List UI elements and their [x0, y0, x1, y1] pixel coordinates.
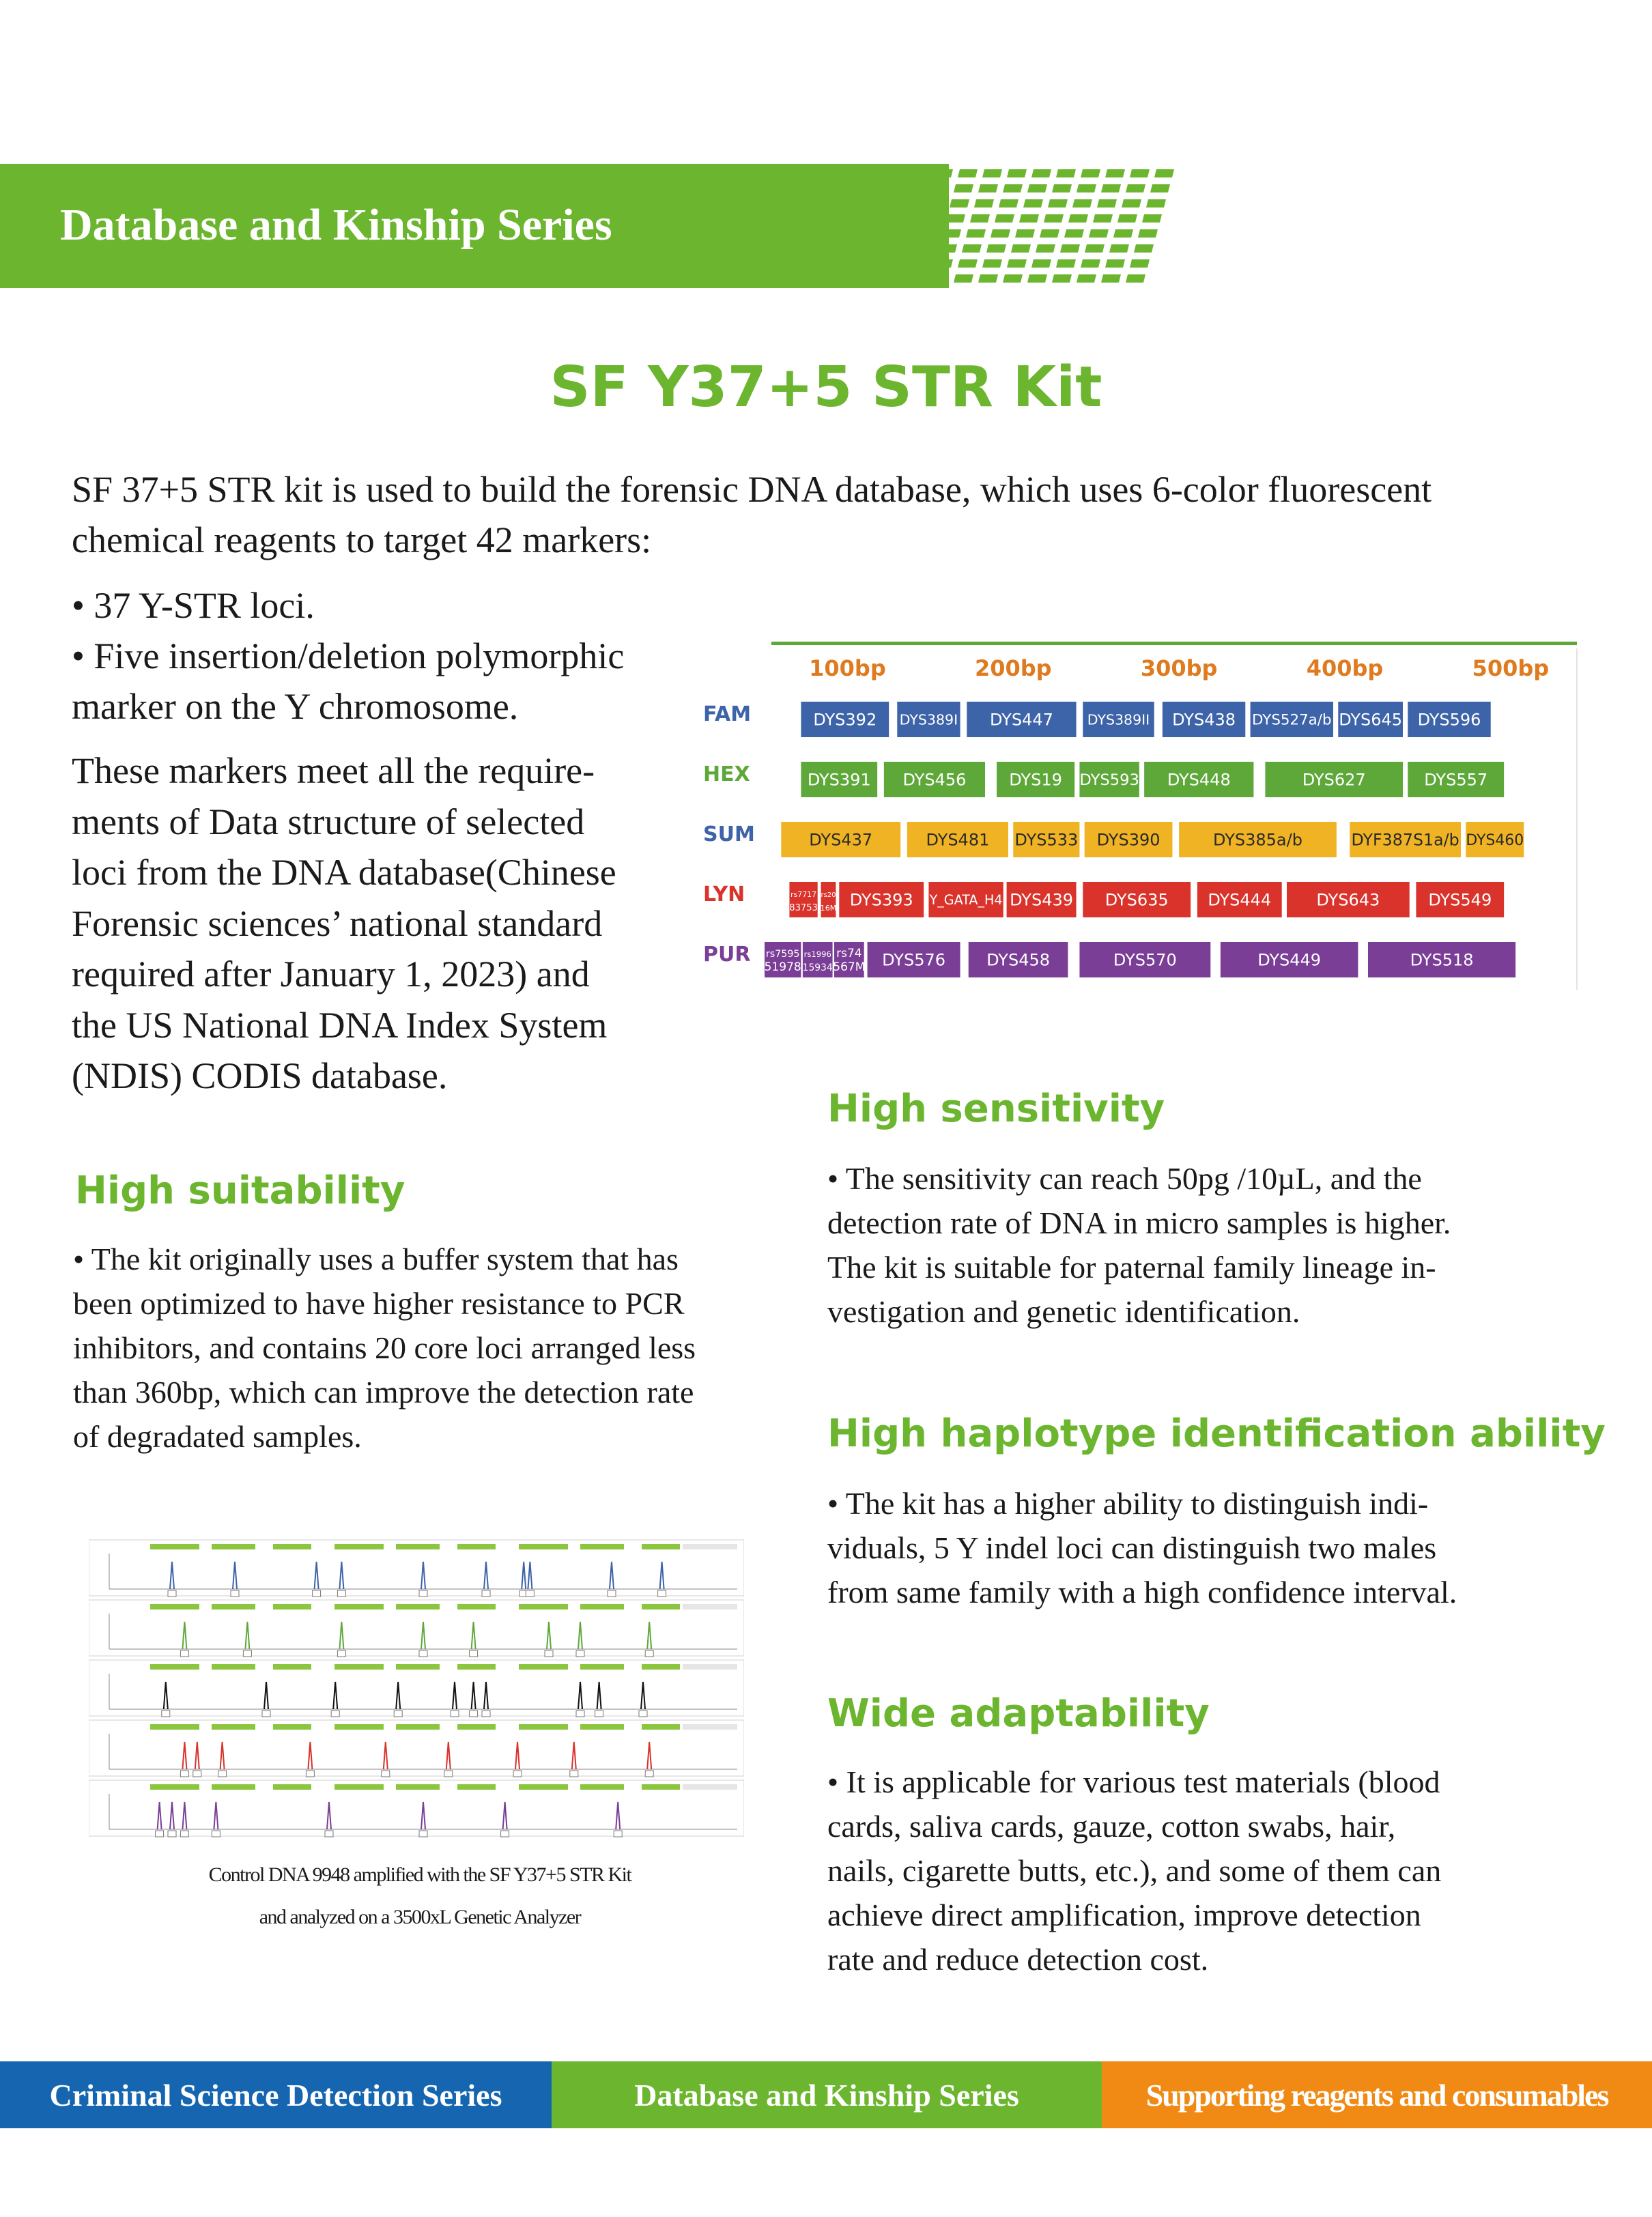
legend-box — [683, 1664, 737, 1670]
banner-dot — [1052, 184, 1072, 192]
allele-label — [545, 1650, 553, 1657]
locus-label: 567M — [833, 960, 866, 974]
locus-label: DYS576 — [882, 950, 946, 970]
banner-slant — [894, 164, 935, 288]
bin-bar — [273, 1664, 311, 1670]
banner-dot — [1019, 214, 1039, 223]
bin-bar — [150, 1664, 199, 1670]
banner-dot — [921, 214, 941, 223]
locus-label: DYS533 — [1014, 830, 1079, 850]
banner-dot — [1007, 259, 1027, 268]
heading-high-sensitivity: High sensitivity — [827, 1087, 1165, 1131]
footer-supporting-reagents[interactable]: Supporting reagents and consumables — [1102, 2061, 1652, 2128]
bin-bar — [396, 1604, 440, 1610]
allele-label — [156, 1831, 164, 1837]
bin-bar — [642, 1724, 680, 1730]
bullet-line: • Five insertion/deletion polymorphic — [72, 635, 625, 676]
bin-bar — [519, 1784, 568, 1790]
banner-dot — [1011, 244, 1031, 253]
banner-dot — [1130, 169, 1150, 177]
banner-dot — [1044, 214, 1064, 223]
banner-dot — [929, 184, 949, 192]
banner-dot — [1077, 274, 1096, 283]
bin-bar — [580, 1664, 624, 1670]
allele-label — [162, 1711, 170, 1717]
bin-bar — [457, 1604, 496, 1610]
allele-label — [331, 1711, 339, 1717]
locus-label: DYS460 — [1466, 831, 1524, 849]
banner-dot — [905, 274, 924, 283]
legend-box — [683, 1724, 737, 1730]
banner-dot — [1048, 199, 1068, 208]
allele-label — [231, 1590, 239, 1597]
text-line: been optimized to have higher resistance to PCR — [73, 1286, 685, 1321]
locus-label: 16M — [820, 904, 837, 913]
size-label: 200bp — [974, 655, 1052, 681]
locus-label: DYS389II — [1087, 711, 1150, 728]
intro-line: SF 37+5 STR kit is used to build the forensic DNA database, which uses 6-color fluorescent — [72, 469, 1432, 510]
banner-dot — [1146, 199, 1166, 208]
banner-dot — [954, 184, 973, 192]
locus-label: Y_GATA_H4 — [929, 891, 1003, 908]
locus-label: DYS389I — [899, 711, 958, 728]
caption-line: Control DNA 9948 amplified with the SF Y37+5 STR Kit — [208, 1863, 631, 1886]
banner-dot — [925, 199, 945, 208]
banner-dot — [958, 259, 978, 268]
text-line: than 360bp, which can improve the detection rate — [73, 1375, 694, 1410]
channel-label: PUR — [703, 943, 751, 967]
banner-dot-pattern — [894, 164, 1195, 288]
banner-dot — [958, 169, 978, 177]
text-line: inhibitors, and contains 20 core loci arranged less — [73, 1330, 696, 1365]
bin-bar — [273, 1604, 311, 1610]
locus-label: DYS518 — [1410, 950, 1474, 970]
bin-bar — [642, 1664, 680, 1670]
banner-dot — [991, 229, 1010, 238]
bin-bar — [457, 1664, 496, 1670]
text-line: viduals, 5 Y indel loci can distinguish two males — [827, 1530, 1437, 1565]
size-label: 300bp — [1140, 655, 1218, 681]
electropherogram-figure — [89, 1536, 744, 1857]
bin-bar — [150, 1604, 199, 1610]
legend-box — [683, 1544, 737, 1549]
locus-label: DYS19 — [1009, 770, 1062, 790]
bin-bar — [396, 1664, 440, 1670]
allele-label — [470, 1711, 478, 1717]
allele-label — [394, 1711, 402, 1717]
text-line: • The kit originally uses a buffer system that has — [73, 1242, 679, 1276]
banner-dot — [1142, 214, 1162, 223]
locus-panel-chart — [696, 635, 1584, 990]
locus-label: rs7595 — [765, 949, 800, 960]
banner-dot — [1027, 184, 1047, 192]
allele-label — [218, 1771, 227, 1777]
allele-label — [595, 1711, 603, 1717]
banner-dot — [1031, 259, 1051, 268]
allele-label — [419, 1590, 427, 1597]
locus-label: DYS393 — [849, 890, 913, 910]
caption-line: and analyzed on a 3500xL Genetic Analyzer — [259, 1906, 581, 1928]
banner-dot — [1077, 184, 1096, 192]
markers-line: loci from the DNA database(Chinese — [72, 852, 616, 893]
markers-line: Forensic sciences’ national standard — [72, 902, 603, 944]
banner-dot — [1003, 184, 1023, 192]
banner-dot — [1122, 199, 1141, 208]
locus-label: DYS593 — [1079, 771, 1139, 790]
electro-panel — [89, 1600, 744, 1657]
banner-dot — [1072, 199, 1092, 208]
banner-dot — [999, 199, 1019, 208]
bin-bar — [273, 1544, 311, 1549]
allele-label — [193, 1771, 201, 1777]
text-line: detection rate of DNA in micro samples is higher. — [827, 1205, 1451, 1240]
bin-bar — [150, 1724, 199, 1730]
bin-bar — [396, 1724, 440, 1730]
banner-dot — [1085, 244, 1105, 253]
allele-label — [608, 1590, 616, 1597]
banner-dot — [1007, 169, 1027, 177]
locus-label: DYS627 — [1302, 770, 1366, 790]
locus-label: DYS643 — [1316, 890, 1380, 910]
banner-dot — [1117, 214, 1137, 223]
allele-label — [576, 1711, 584, 1717]
allele-label — [180, 1650, 188, 1657]
banner-dot — [1052, 274, 1072, 283]
electro-panel — [89, 1540, 744, 1597]
figure-caption — [89, 1854, 751, 1939]
banner-dot — [1150, 184, 1170, 192]
locus-label: DYS635 — [1105, 890, 1169, 910]
banner-dot — [982, 169, 1002, 177]
size-label: 400bp — [1306, 655, 1384, 681]
banner-dot — [974, 199, 994, 208]
locus-label: DYS447 — [989, 710, 1053, 730]
allele-label — [337, 1590, 345, 1597]
channel-label: LYN — [703, 883, 745, 906]
banner-dot — [909, 259, 928, 268]
bin-bar — [212, 1544, 255, 1549]
bin-bar — [580, 1784, 624, 1790]
locus-label: DYS392 — [813, 710, 877, 730]
banner-dot — [941, 229, 961, 238]
locus-label: DYS448 — [1167, 770, 1231, 790]
locus-label: DYS596 — [1417, 710, 1481, 730]
locus-label: 15934 — [802, 962, 833, 973]
allele-label — [526, 1590, 534, 1597]
allele-label — [419, 1831, 427, 1837]
banner-dot — [929, 274, 949, 283]
locus-label: 83753 — [789, 903, 818, 913]
text-line: achieve direct amplification, improve detection — [827, 1898, 1421, 1932]
bin-bar — [396, 1784, 440, 1790]
banner-dot — [1023, 199, 1043, 208]
banner-dot — [1101, 184, 1121, 192]
banner-dot — [1081, 169, 1100, 177]
banner-dot — [1101, 274, 1121, 283]
allele-label — [482, 1590, 490, 1597]
channel-label: HEX — [703, 762, 750, 786]
haplotype-text — [827, 1481, 1612, 1614]
size-label: 100bp — [809, 655, 886, 681]
banner-dot — [986, 244, 1006, 253]
banner-dot — [1134, 244, 1154, 253]
markers-line: ments of Data structure of selected — [72, 801, 585, 842]
banner-dot — [1056, 259, 1076, 268]
locus-label: rs1996 — [803, 949, 831, 959]
locus-label: DYS458 — [986, 950, 1051, 970]
text-line: rate and reduce detection cost. — [827, 1942, 1209, 1977]
locus-label: DYF387S1a/b — [1351, 830, 1459, 850]
banner-dot — [937, 244, 957, 253]
locus-label: DYS456 — [902, 770, 967, 790]
allele-label — [168, 1590, 176, 1597]
banner-dot — [913, 244, 932, 253]
bin-bar — [580, 1544, 624, 1549]
footer-database-kinship[interactable]: Database and Kinship Series — [552, 2061, 1102, 2128]
size-label: 500bp — [1472, 655, 1550, 681]
banner-dot — [978, 274, 998, 283]
bin-bar — [519, 1724, 568, 1730]
banner-dot — [1015, 229, 1035, 238]
bin-bar — [212, 1784, 255, 1790]
text-line: cards, saliva cards, gauze, cotton swabs, hair, — [827, 1809, 1396, 1844]
bin-bar — [273, 1724, 311, 1730]
banner-dot — [945, 214, 965, 223]
allele-label — [482, 1711, 490, 1717]
markers-paragraph — [72, 745, 686, 1102]
allele-label — [576, 1650, 584, 1657]
bin-bar — [212, 1604, 255, 1610]
channel-label: FAM — [703, 702, 752, 726]
allele-label — [470, 1650, 478, 1657]
chart-top-rule — [771, 642, 1577, 645]
banner-dot — [978, 184, 998, 192]
legend-box — [683, 1784, 737, 1790]
allele-label — [639, 1711, 647, 1717]
allele-label — [243, 1650, 251, 1657]
bin-bar — [642, 1544, 680, 1549]
allele-label — [513, 1771, 522, 1777]
banner-dot — [962, 244, 982, 253]
bin-bar — [334, 1784, 384, 1790]
locus-label: DYS549 — [1428, 890, 1492, 910]
banner-dot — [970, 214, 990, 223]
allele-label — [382, 1771, 390, 1777]
bin-bar — [519, 1664, 568, 1670]
heading-haplotype: High haplotype identification ability — [827, 1412, 1606, 1456]
banner-dot — [1138, 229, 1158, 238]
markers-line: the US National DNA Index System — [72, 1004, 608, 1046]
bin-bar — [457, 1724, 496, 1730]
banner-dot — [954, 274, 973, 283]
banner-dot — [933, 259, 953, 268]
bin-bar — [642, 1784, 680, 1790]
banner-dot — [917, 229, 937, 238]
locus-label: rs74 — [836, 947, 862, 960]
banner-dot — [1003, 274, 1023, 283]
bin-bar — [519, 1604, 568, 1610]
banner-dot — [982, 259, 1002, 268]
allele-label — [419, 1650, 427, 1657]
locus-label: DYS385a/b — [1213, 830, 1302, 850]
allele-label — [180, 1831, 188, 1837]
bin-bar — [580, 1604, 624, 1610]
banner-dot — [1036, 244, 1055, 253]
bin-bar — [519, 1544, 568, 1549]
banner-dot — [1130, 259, 1150, 268]
bin-bar — [334, 1724, 384, 1730]
locus-label: 51978 — [764, 960, 801, 974]
footer-criminal-science[interactable]: Criminal Science Detection Series — [0, 2061, 552, 2128]
channel-label: SUM — [703, 823, 755, 846]
banner-dot — [1056, 169, 1076, 177]
text-line: nails, cigarette butts, etc.), and some of them can — [827, 1853, 1442, 1888]
text-line: • The kit has a higher ability to distinguish indi- — [827, 1486, 1429, 1521]
markers-line: required after January 1, 2023) and — [72, 954, 590, 995]
electro-panel — [89, 1720, 744, 1777]
allele-label — [306, 1771, 314, 1777]
banner-dot — [1040, 229, 1059, 238]
allele-label — [501, 1831, 509, 1837]
bin-bar — [580, 1724, 624, 1730]
allele-label — [444, 1771, 453, 1777]
allele-label — [180, 1771, 188, 1777]
banner-dot — [1113, 229, 1133, 238]
intro-paragraph — [72, 464, 1573, 565]
locus-label: DYS481 — [926, 830, 990, 850]
bin-bar — [150, 1544, 199, 1549]
banner-dot — [1064, 229, 1084, 238]
locus-label: DYS449 — [1257, 950, 1322, 970]
allele-label — [658, 1590, 666, 1597]
bin-bar — [334, 1604, 384, 1610]
text-line: • The sensitivity can reach 50pg /10µL, and the — [827, 1161, 1422, 1196]
banner-dot — [1060, 244, 1080, 253]
allele-label — [212, 1831, 220, 1837]
allele-label — [325, 1831, 333, 1837]
banner-dot — [1068, 214, 1088, 223]
legend-box — [683, 1604, 737, 1610]
heading-high-suitability: High suitability — [75, 1169, 405, 1213]
allele-label — [451, 1711, 459, 1717]
intro-line: chemical reagents to target 42 markers: — [72, 519, 652, 560]
banner-dot — [1093, 214, 1113, 223]
text-line: • It is applicable for various test materials (blood — [827, 1764, 1440, 1799]
allele-label — [313, 1590, 321, 1597]
locus-label: DYS527a/b — [1252, 711, 1332, 729]
allele-label — [645, 1650, 653, 1657]
markers-line: These markers meet all the require- — [72, 750, 595, 791]
locus-label: DYS570 — [1113, 950, 1177, 970]
allele-label — [168, 1831, 176, 1837]
bin-bar — [457, 1784, 496, 1790]
locus-label: DYS557 — [1424, 770, 1488, 790]
banner-dot — [933, 169, 953, 177]
bin-bar — [457, 1544, 496, 1549]
page-title: SF Y37+5 STR Kit — [550, 355, 1102, 420]
locus-label: DYS444 — [1208, 890, 1272, 910]
heading-wide-adaptability: Wide adaptability — [827, 1691, 1210, 1736]
text-line: The kit is suitable for paternal family lineage in- — [827, 1250, 1436, 1285]
markers-line: (NDIS) CODIS database. — [72, 1055, 448, 1096]
locus-label: DYS437 — [809, 830, 873, 850]
allele-label — [645, 1771, 653, 1777]
banner-dot — [1154, 169, 1174, 177]
banner-dot — [1126, 274, 1145, 283]
adaptability-text — [827, 1760, 1612, 1982]
banner-dot — [1109, 244, 1129, 253]
banner-dot — [1097, 199, 1117, 208]
bin-bar — [212, 1664, 255, 1670]
text-line: of degradated samples. — [73, 1419, 362, 1454]
banner-dot — [1027, 274, 1047, 283]
high-sensitivity-text — [827, 1156, 1612, 1334]
bullet-line: • 37 Y-STR loci. — [72, 585, 315, 626]
allele-label — [614, 1831, 622, 1837]
bin-bar — [273, 1784, 311, 1790]
banner-dot — [1105, 169, 1125, 177]
text-line: from same family with a high confidence interval. — [827, 1575, 1457, 1610]
electro-panel — [89, 1780, 744, 1837]
bin-bar — [334, 1544, 384, 1549]
banner-dot — [1031, 169, 1051, 177]
banner-dot — [966, 229, 986, 238]
bin-bar — [334, 1664, 384, 1670]
allele-label — [262, 1711, 270, 1717]
bin-bar — [212, 1724, 255, 1730]
banner-dot — [1081, 259, 1100, 268]
banner-dot — [1105, 259, 1125, 268]
marker-bullets — [72, 580, 686, 732]
electro-panel — [89, 1660, 744, 1717]
bullet-line: marker on the Y chromosome. — [72, 686, 519, 727]
banner-dot — [1089, 229, 1109, 238]
banner-dot — [950, 199, 969, 208]
locus-label: rs20 — [821, 891, 836, 899]
locus-label: DYS390 — [1096, 830, 1160, 850]
locus-label: DYS438 — [1172, 710, 1236, 730]
bin-bar — [150, 1784, 199, 1790]
bin-bar — [396, 1544, 440, 1549]
locus-label: DYS439 — [1010, 890, 1074, 910]
locus-label: DYS391 — [807, 770, 871, 790]
banner-dot — [1126, 184, 1145, 192]
allele-label — [570, 1771, 578, 1777]
locus-label: rs7717 — [791, 890, 817, 899]
banner-title: Database and Kinship Series — [60, 200, 612, 250]
bin-bar — [642, 1604, 680, 1610]
text-line: vestigation and genetic identification. — [827, 1294, 1300, 1329]
banner-dot — [995, 214, 1014, 223]
allele-label — [337, 1650, 345, 1657]
locus-label: DYS645 — [1339, 710, 1403, 730]
high-suitability-text — [73, 1237, 790, 1459]
